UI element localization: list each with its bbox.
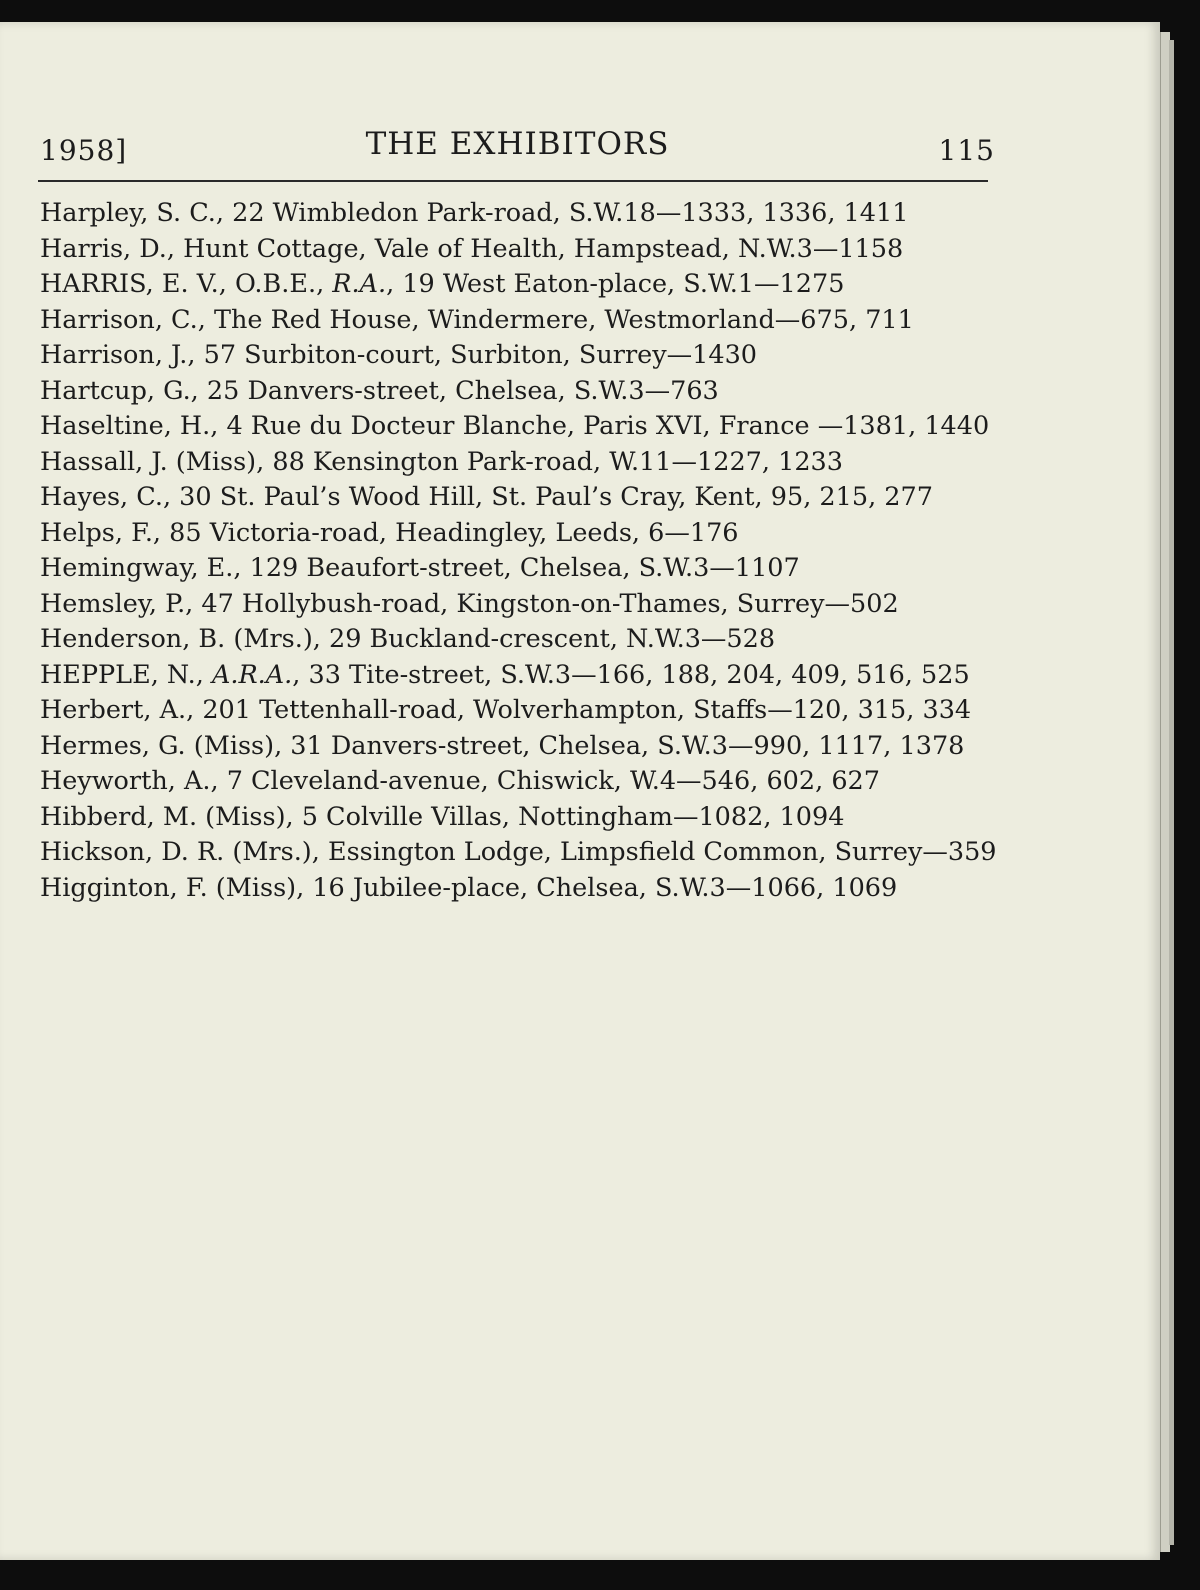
exhibitor-entry: Heyworth, A., 7 Cleveland-avenue, Chiswick, W.4—546, 602, 627 — [40, 766, 880, 796]
exhibitor-entry: Higginton, F. (Miss), 16 Jubilee-place, Chelsea, S.W.3—1066, 1069 — [40, 872, 898, 903]
exhibitor-entry: Hemsley, P., 47 Hollybush-road, Kingston-on-Thames, Surrey—502 — [40, 588, 899, 619]
exhibitor-entry: Harrison, J., 57 Surbiton-court, Surbiton, Surrey—1430 — [40, 340, 758, 370]
exhibitor-entry: Haseltine, H., 4 Rue du Docteur Blanche, Paris XVI, France —1381, 1440 — [40, 411, 990, 441]
header-year: 1958] — [40, 134, 128, 167]
exhibitor-entry: Herbert, A., 201 Tettenhall-road, Wolverhampton, Staffs—120, 315, 334 — [40, 695, 972, 725]
exhibitor-entry: Hemingway, E., 129 Beaufort-street, Chelsea, S.W.3—1107 — [40, 553, 800, 583]
page-edge-shadow — [1169, 40, 1174, 1545]
exhibitor-entry: HARRIS, E. V., O.B.E., R.A., 19 West Eaton-place, S.W.1—1275 — [40, 269, 845, 299]
exhibitor-entry: Hassall, J. (Miss), 88 Kensington Park-road, W.11—1227, 1233 — [40, 446, 844, 477]
exhibitor-entry: Hibberd, M. (Miss), 5 Colville Villas, Nottingham—1082, 1094 — [40, 801, 845, 832]
running-header — [40, 122, 995, 172]
exhibitor-entry: HEPPLE, N., A.R.A., 33 Tite-street, S.W.3—166, 188, 204, 409, 516, 525 — [40, 659, 970, 690]
exhibitor-entry: Hickson, D. R. (Mrs.), Essington Lodge, Limpsfield Common, Surrey—359 — [40, 837, 997, 867]
academy-title: A.R.A. — [211, 659, 293, 690]
exhibitor-entry: Henderson, B. (Mrs.), 29 Buckland-crescent, N.W.3—528 — [40, 624, 776, 654]
exhibitor-entry: Harpley, S. C., 22 Wimbledon Park-road, S.W.18—1333, 1336, 1411 — [40, 198, 909, 228]
page-title: THE EXHIBITORS — [365, 126, 670, 162]
exhibitor-entry: Hayes, C., 30 St. Paul’s Wood Hill, St. Paul’s Cray, Kent, 95, 215, 277 — [40, 482, 933, 512]
exhibitor-entry: Hartcup, G., 25 Danvers-street, Chelsea, S.W.3—763 — [40, 375, 719, 406]
exhibitor-entry: Helps, F., 85 Victoria-road, Headingley, Leeds, 6—176 — [40, 517, 739, 548]
exhibitor-list — [40, 196, 1000, 906]
exhibitor-entry: Harris, D., Hunt Cottage, Vale of Health, Hampstead, N.W.3—1158 — [40, 233, 904, 264]
header-rule — [38, 180, 988, 182]
page-number: 115 — [938, 134, 995, 167]
academy-title: R.A. — [332, 269, 387, 299]
exhibitor-entry: Hermes, G. (Miss), 31 Danvers-street, Chelsea, S.W.3—990, 1117, 1378 — [40, 730, 965, 761]
exhibitor-entry: Harrison, C., The Red House, Windermere, Westmorland—675, 711 — [40, 304, 914, 335]
